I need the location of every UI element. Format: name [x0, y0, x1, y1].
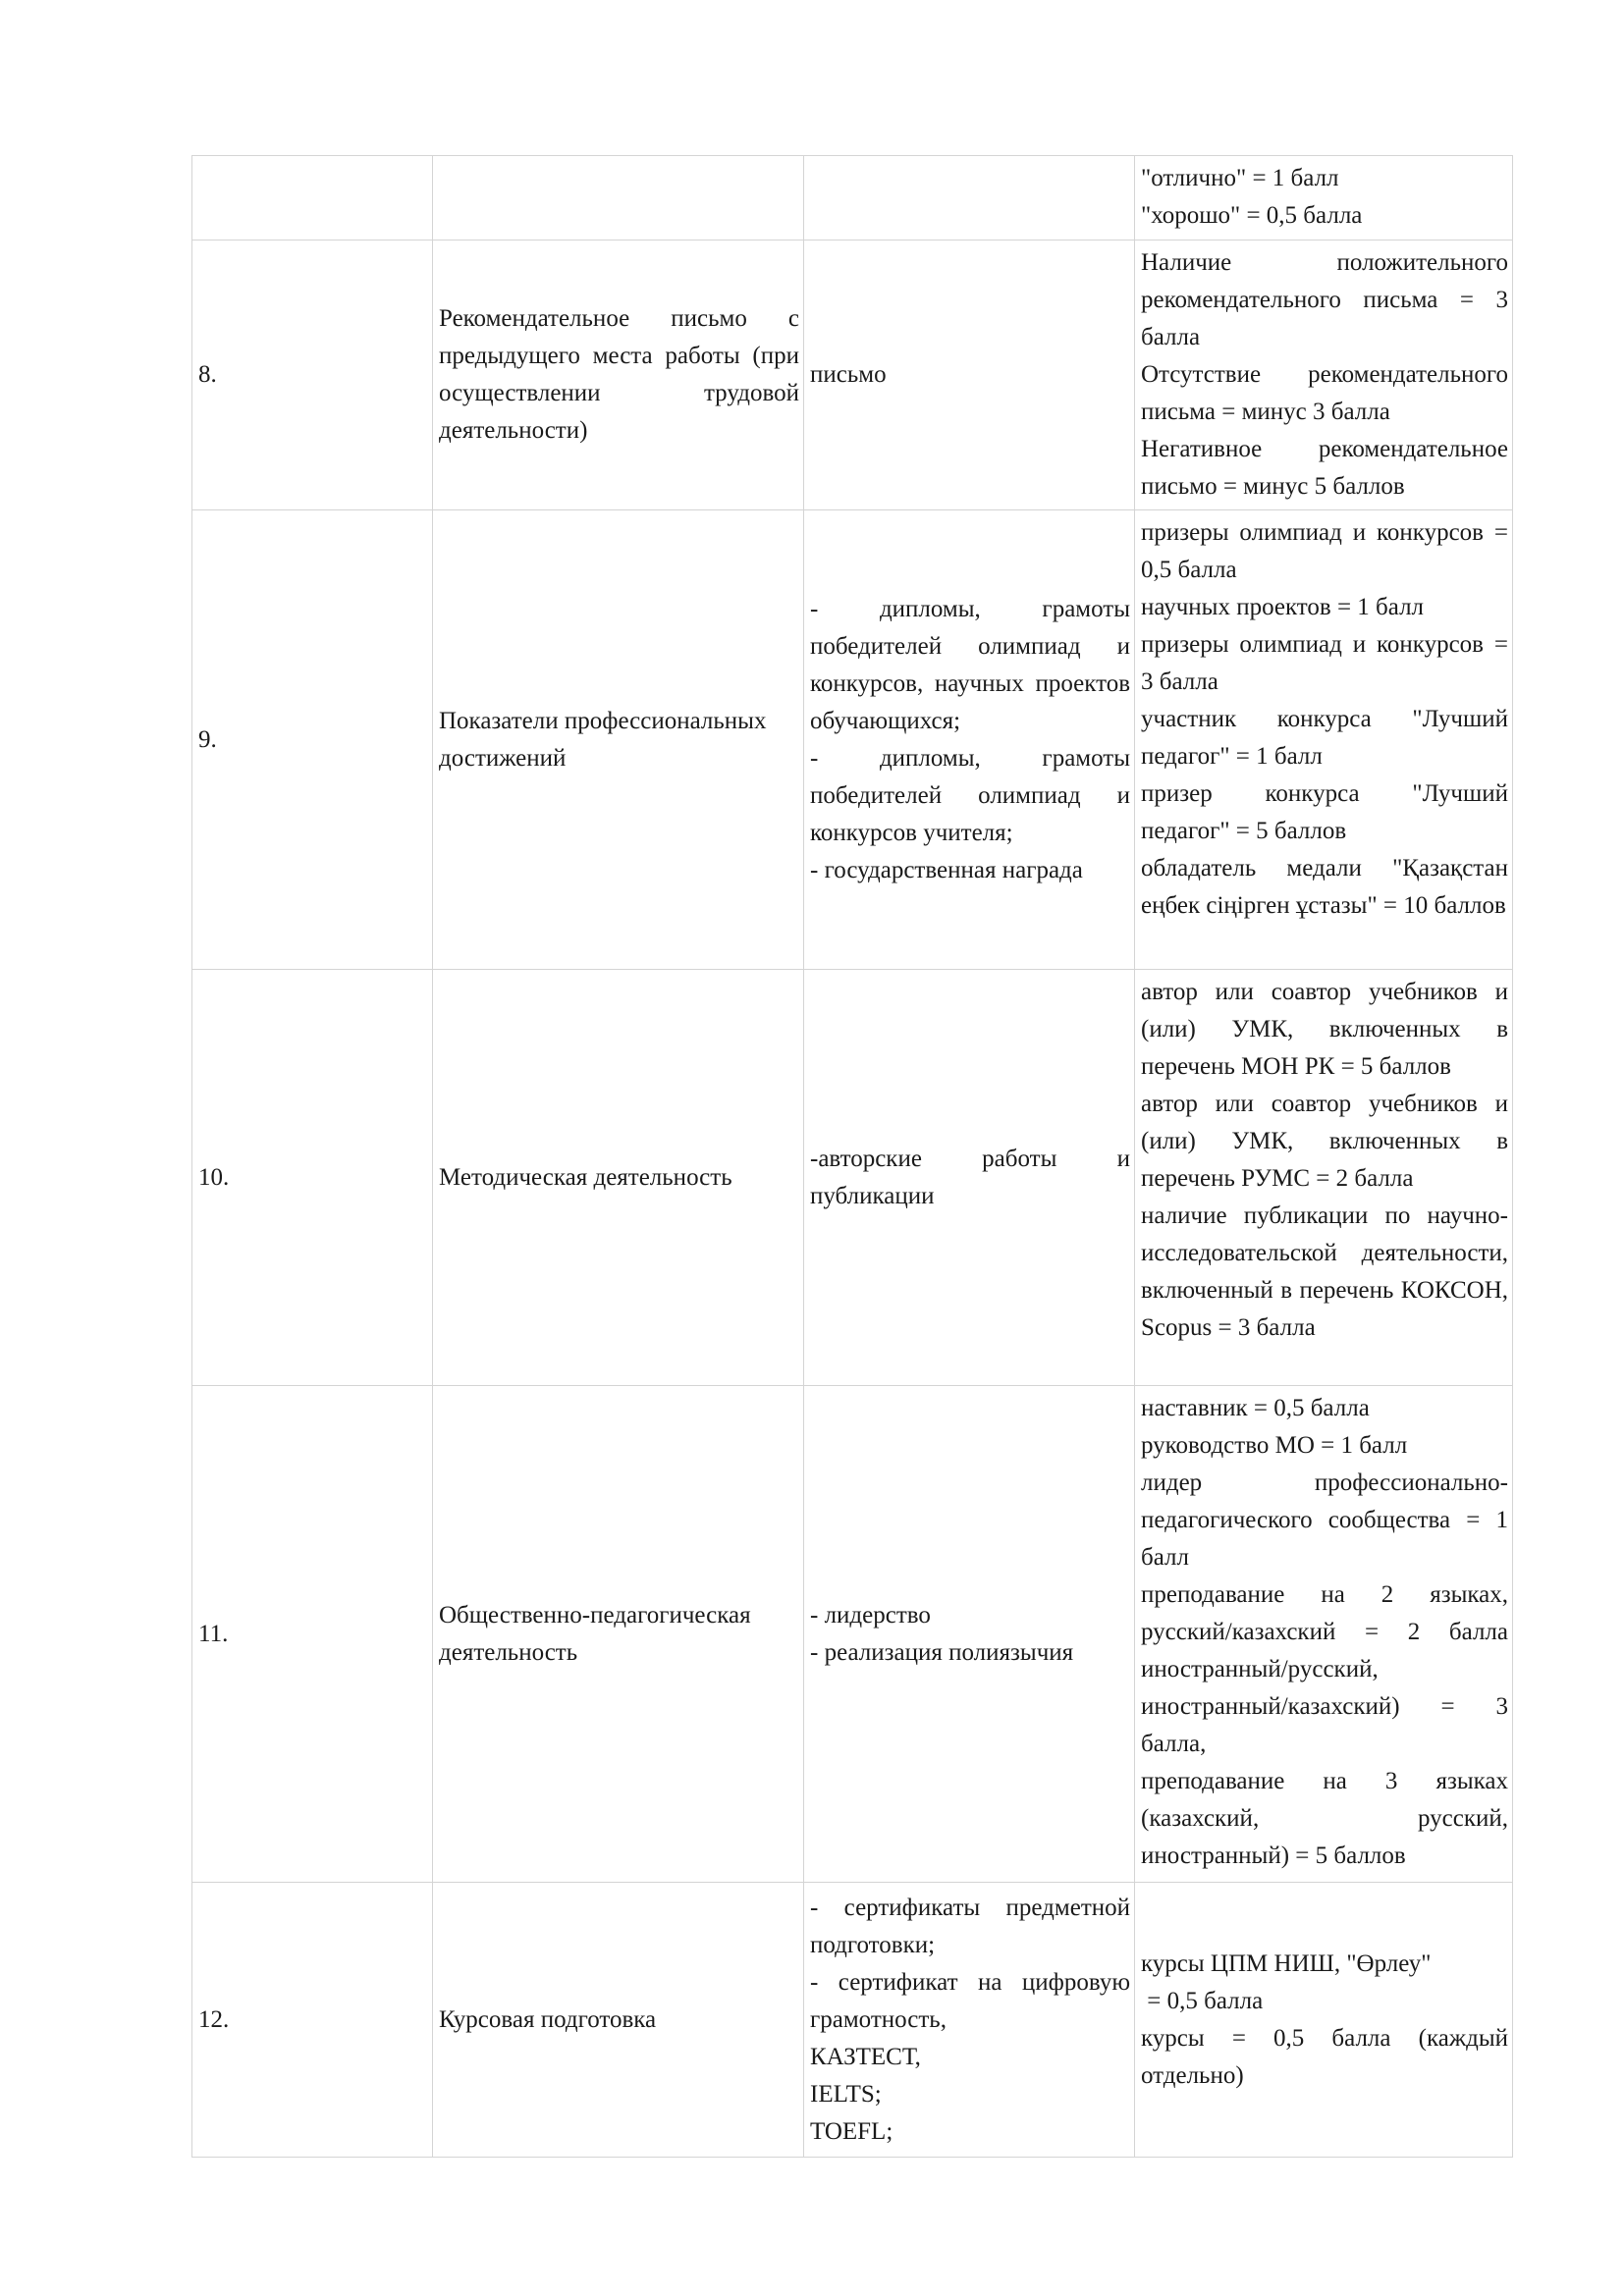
score-line: обладатель медали "Қазақстан еңбек сіңірген ұстазы" = 10 баллов: [1141, 855, 1508, 919]
document-line: - дипломы, грамоты победителей олимпиад и конкурсов, научных проектов обучающихся;: [810, 595, 1130, 734]
document-line: - дипломы, грамоты победителей олимпиад и конкурсов учителя;: [810, 744, 1130, 846]
row-number: 10.: [192, 970, 433, 1386]
criterion-scores: [1135, 240, 1513, 510]
criterion-scores: [1135, 156, 1513, 240]
criterion-name: Показатели профессиональных достижений: [433, 510, 804, 970]
score-line: курсы ЦПМ НИШ, "Өрлеу": [1141, 1949, 1432, 1977]
criterion-scores: [1135, 1883, 1513, 2158]
criterion-scores: [1135, 510, 1513, 970]
table-row: [192, 156, 1513, 240]
document-line: КАЗТЕСТ,: [810, 2043, 921, 2070]
document-line: -авторские работы и публикации: [810, 1145, 1130, 1209]
table-row: [192, 970, 1513, 1386]
criterion-documents: [804, 1386, 1135, 1883]
score-line: = 0,5 балла: [1141, 1987, 1264, 2014]
row-number: 9.: [192, 510, 433, 970]
table-row: [192, 510, 1513, 970]
criterion-documents: [804, 240, 1135, 510]
document-page: [191, 155, 1512, 2158]
criterion-name: [433, 156, 804, 240]
document-line: - лидерство: [810, 1601, 931, 1629]
document-line: - сертификат на цифровую грамотность,: [810, 1968, 1130, 2033]
score-line: "отлично" = 1 балл: [1141, 165, 1339, 191]
criterion-documents: [804, 510, 1135, 970]
row-number: 12.: [192, 1883, 433, 2158]
document-line: письмо: [810, 361, 887, 388]
criterion-scores: [1135, 970, 1513, 1386]
document-line: - государственная награда: [810, 856, 1083, 883]
criterion-name: Общественно-педагогическая деятельность: [433, 1386, 804, 1883]
score-line: Негативное рекомендательное письмо = минус 5 баллов: [1141, 436, 1508, 500]
score-line: призеры олимпиад и конкурсов = 0,5 балла: [1141, 519, 1508, 583]
score-line: автор или соавтор учебников и (или) УМК, включенных в перечень МОН РК = 5 баллов: [1141, 979, 1508, 1080]
score-line: курсы = 0,5 балла (каждый отдельно): [1141, 2024, 1508, 2089]
document-line: - сертификаты предметной подготовки;: [810, 1894, 1130, 1958]
document-line: - реализация полиязычия: [810, 1638, 1074, 1666]
document-line: IELTS;: [810, 2080, 882, 2108]
criterion-name: Курсовая подготовка: [433, 1883, 804, 2158]
criterion-documents: [804, 970, 1135, 1386]
criterion-documents: [804, 1883, 1135, 2158]
score-line: призер конкурса "Лучший педагог" = 5 баллов: [1141, 780, 1508, 844]
row-number: 11.: [192, 1386, 433, 1883]
document-line: TOEFL;: [810, 2117, 893, 2145]
table-row: [192, 240, 1513, 510]
criterion-name: Методическая деятельность: [433, 970, 804, 1386]
row-number: 8.: [192, 240, 433, 510]
score-line: наличие публикации по научно-исследовательской деятельности, включенный в перечень КОКСОН, Scopus = 3 балла: [1141, 1202, 1508, 1341]
row-number: [192, 156, 433, 240]
score-line: Отсутствие рекомендательного письма = минус 3 балла: [1141, 361, 1508, 425]
score-line: наставник = 0,5 балла: [1141, 1395, 1370, 1421]
criteria-table: [191, 155, 1513, 2158]
score-line: преподавание на 3 языках (казахский, русский, иностранный) = 5 баллов: [1141, 1768, 1508, 1869]
score-line: автор или соавтор учебников и (или) УМК, включенных в перечень РУМС = 2 балла: [1141, 1091, 1508, 1192]
score-line: руководство МО = 1 балл: [1141, 1432, 1408, 1459]
criterion-scores: [1135, 1386, 1513, 1883]
score-line: "хорошо" = 0,5 балла: [1141, 202, 1363, 229]
table-row: [192, 1883, 1513, 2158]
score-line: призеры олимпиад и конкурсов = 3 балла: [1141, 631, 1508, 695]
score-line: Наличие положительного рекомендательного письма = 3 балла: [1141, 249, 1508, 350]
score-line: участник конкурса "Лучший педагог" = 1 балл: [1141, 706, 1508, 770]
score-line: преподавание на 2 языках, русский/казахский = 2 балла иностранный/русский, иностранный/казахский) = 3 балла,: [1141, 1581, 1508, 1757]
table-row: [192, 1386, 1513, 1883]
criterion-documents: [804, 156, 1135, 240]
criterion-name: Рекомендательное письмо с предыдущего места работы (при осуществлении трудовой деятельности): [433, 240, 804, 510]
score-line: лидер профессионально-педагогического сообщества = 1 балл: [1141, 1469, 1508, 1571]
score-line: научных проектов = 1 балл: [1141, 594, 1425, 620]
